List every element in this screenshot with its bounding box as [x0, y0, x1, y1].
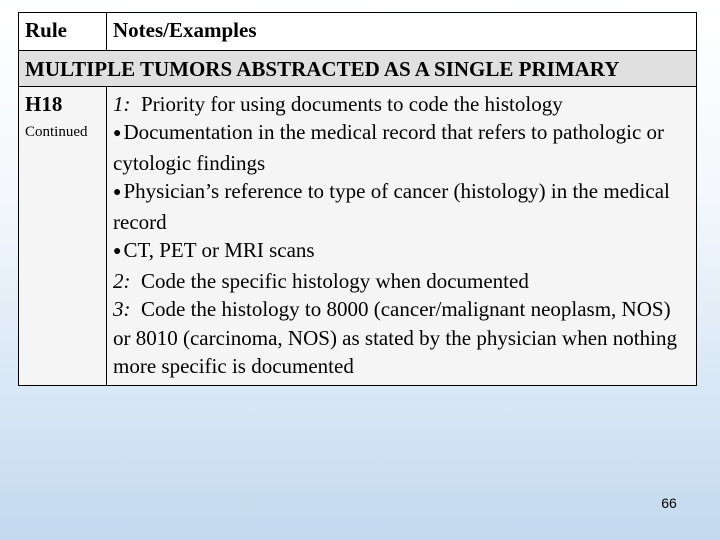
- note-item-1: [113, 90, 690, 119]
- header-row: [19, 13, 697, 51]
- bullet-text: Documentation in the medical record that refers to pathologic or cytologic findings: [113, 120, 665, 175]
- section-row: [19, 51, 697, 87]
- bullet-icon: ●: [113, 185, 122, 200]
- section-title: MULTIPLE TUMORS ABSTRACTED AS A SINGLE PRIMARY: [19, 51, 697, 87]
- page-number: 66: [661, 495, 677, 511]
- bullet-icon: ●: [113, 126, 122, 141]
- bullet-item: [113, 236, 690, 267]
- bullet-icon: ●: [113, 244, 122, 259]
- rule-continued: Continued: [25, 124, 88, 140]
- note-item-3-number: 3:: [113, 297, 131, 321]
- bullet-text: CT, PET or MRI scans: [123, 238, 315, 262]
- note-item-2-number: 2:: [113, 268, 131, 293]
- note-item-1-number: 1:: [113, 91, 131, 116]
- rule-id: H18: [25, 91, 63, 116]
- bullet-item: [113, 118, 690, 177]
- note-item-1-text: Priority for using documents to code the histology: [141, 91, 563, 116]
- note-item-3-text: Code the histology to 8000 (cancer/malignant neoplasm, NOS) or 8010 (carcinoma, NOS) as stated by the physician when nothing more specific is documented: [113, 297, 677, 378]
- note-item-3: [113, 295, 690, 381]
- rule-row: [19, 86, 697, 385]
- notes-column-header: Notes/Examples: [107, 13, 697, 51]
- bullet-item: [113, 177, 690, 236]
- note-item-2-text: Code the specific histology when documented: [141, 268, 529, 293]
- bullet-text: Physician’s reference to type of cancer (histology) in the medical record: [113, 179, 670, 234]
- note-item-2: [113, 267, 690, 296]
- rules-table: [18, 12, 697, 386]
- rule-column-header: Rule: [19, 13, 107, 51]
- rule-cell: [19, 86, 107, 385]
- notes-cell: [107, 86, 697, 385]
